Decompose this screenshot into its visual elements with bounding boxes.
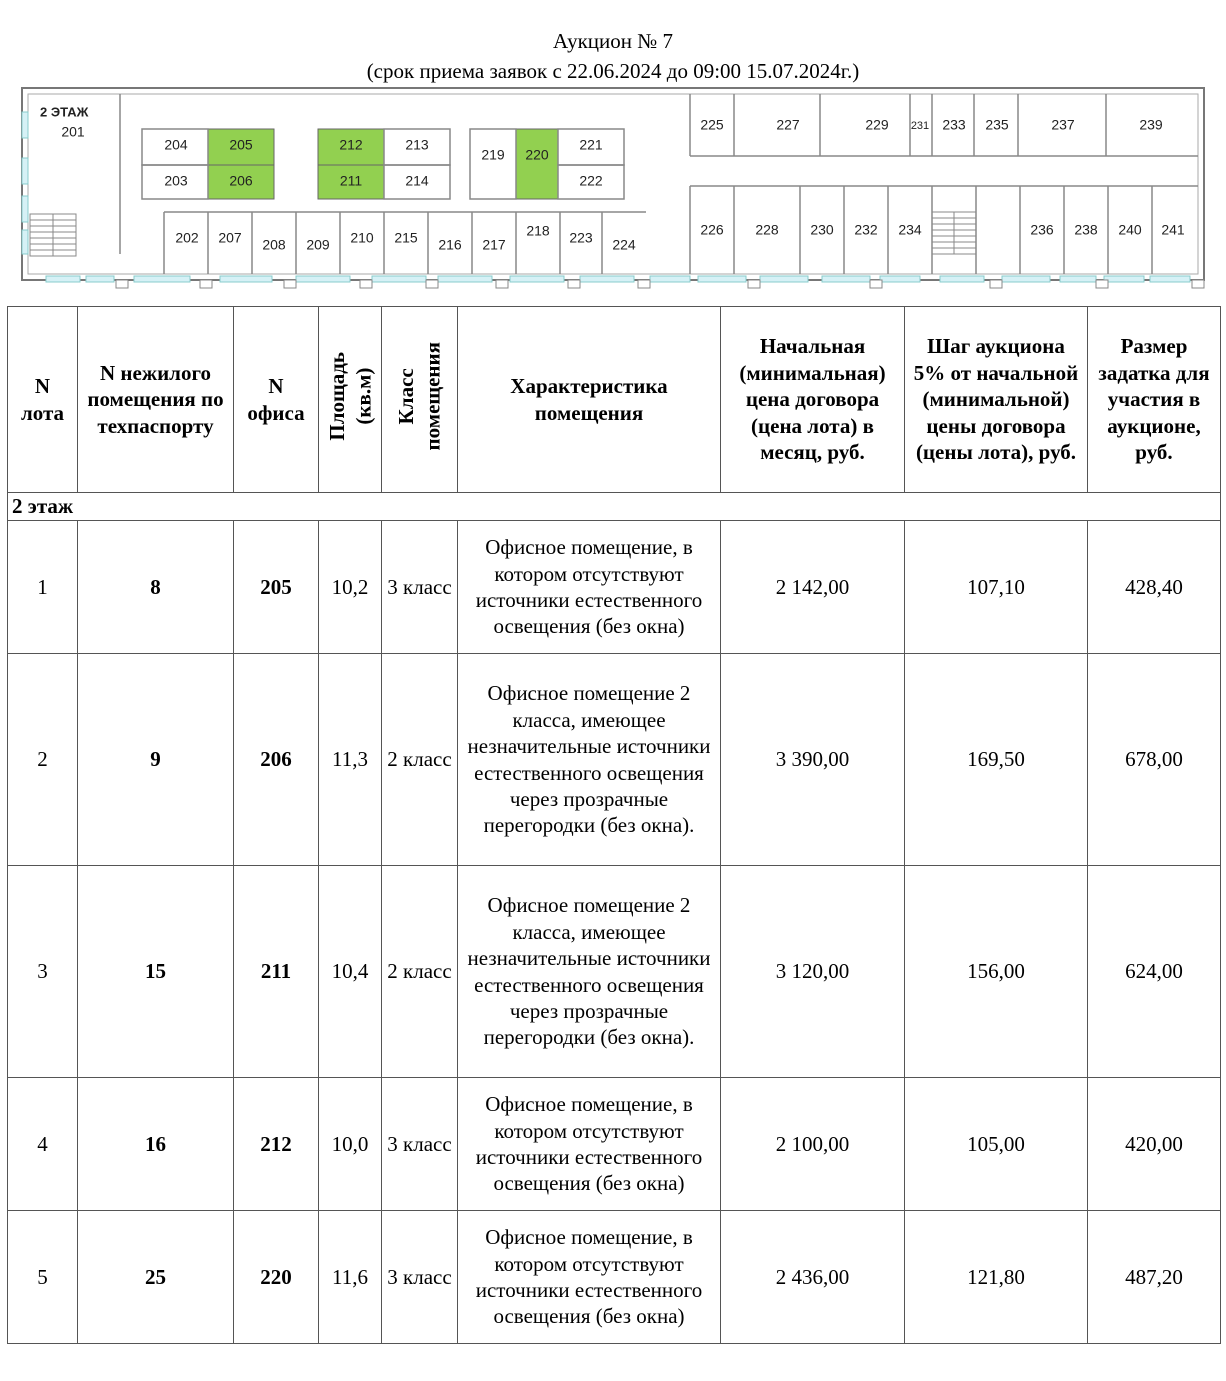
- cell-office: 206: [234, 654, 319, 866]
- page-subtitle: (срок приема заявок с 22.06.2024 до 09:00 15.07.2024г.): [366, 59, 860, 83]
- cell-description: Офисное помещение 2 класса, имеющее незначительные источники естественного освещения через прозрачные перегородки (без окна).: [458, 654, 721, 866]
- table-row: [8, 1078, 1221, 1211]
- room-239-label: 239: [1139, 116, 1163, 133]
- header-step: Шаг аукциона 5% от начальной (минимальной) цены договора (цены лота), руб.: [905, 307, 1088, 493]
- table-row: [8, 654, 1221, 866]
- room-231-label: 231: [910, 119, 930, 132]
- cell-step: 107,10: [905, 521, 1088, 654]
- room-230-label: 230: [810, 221, 834, 238]
- header-office: N офиса: [234, 307, 319, 493]
- cell-tech-no: 8: [78, 521, 234, 654]
- cell-tech-no: 9: [78, 654, 234, 866]
- cell-class: 3 класс: [382, 1211, 458, 1344]
- header-lot: N лота: [8, 307, 78, 493]
- room-221-label: 221: [579, 136, 603, 153]
- cell-office: 211: [234, 866, 319, 1078]
- cell-price: 2 142,00: [721, 521, 905, 654]
- header-tech-no: N нежилого помещения по техпаспорту: [78, 307, 234, 493]
- cell-step: 169,50: [905, 654, 1088, 866]
- room-233-label: 233: [942, 116, 966, 133]
- floor-label: 2 ЭТАЖ: [40, 104, 89, 120]
- room-211-label: 211: [339, 172, 363, 189]
- cell-lot: 2: [8, 654, 78, 866]
- room-236-label: 236: [1030, 221, 1054, 238]
- room-212-label: 212: [339, 136, 363, 153]
- room-216-label: 216: [438, 236, 462, 253]
- room-234-label: 234: [898, 221, 922, 238]
- room-207-label: 207: [218, 229, 242, 246]
- cell-class: 2 класс: [382, 866, 458, 1078]
- room-218-label: 218: [526, 222, 550, 239]
- cell-area: 10,4: [319, 866, 382, 1078]
- cell-lot: 3: [8, 866, 78, 1078]
- room-202-label: 202: [175, 229, 199, 246]
- cell-price: 2 436,00: [721, 1211, 905, 1344]
- room-209-label: 209: [306, 236, 330, 253]
- cell-tech-no: 25: [78, 1211, 234, 1344]
- room-201-label: 201: [61, 123, 85, 140]
- cell-deposit: 487,20: [1088, 1211, 1221, 1344]
- header-area-text: Площадь (кв.м): [324, 352, 375, 441]
- cell-area: 11,6: [319, 1211, 382, 1344]
- room-217-label: 217: [482, 236, 506, 253]
- cell-step: 156,00: [905, 866, 1088, 1078]
- cell-area: 11,3: [319, 654, 382, 866]
- room-229-label: 229: [865, 116, 889, 133]
- room-215-label: 215: [394, 229, 418, 246]
- room-205-label: 205: [229, 136, 253, 153]
- cell-lot: 1: [8, 521, 78, 654]
- room-204-label: 204: [164, 136, 188, 153]
- cell-deposit: 624,00: [1088, 866, 1221, 1078]
- room-237-label: 237: [1051, 116, 1075, 133]
- cell-class: 2 класс: [382, 654, 458, 866]
- section-row: [8, 493, 1221, 521]
- table-row: [8, 1211, 1221, 1344]
- lots-table: [7, 306, 1221, 1344]
- cell-step: 121,80: [905, 1211, 1088, 1344]
- room-206-label: 206: [229, 172, 253, 189]
- cell-price: 3 390,00: [721, 654, 905, 866]
- cell-area: 10,2: [319, 521, 382, 654]
- cell-deposit: 428,40: [1088, 521, 1221, 654]
- cell-description: Офисное помещение 2 класса, имеющее незначительные источники естественного освещения через прозрачные перегородки (без окна).: [458, 866, 721, 1078]
- room-203-label: 203: [164, 172, 188, 189]
- table-header-row: [8, 307, 1221, 493]
- cell-step: 105,00: [905, 1078, 1088, 1211]
- room-223-label: 223: [569, 229, 593, 246]
- room-213-label: 213: [405, 136, 429, 153]
- cell-area: 10,0: [319, 1078, 382, 1211]
- table-row: [8, 866, 1221, 1078]
- section-label: 2 этаж: [8, 493, 1221, 521]
- header-area: [319, 307, 382, 493]
- cell-lot: 5: [8, 1211, 78, 1344]
- room-222-label: 222: [579, 172, 603, 189]
- cell-office: 212: [234, 1078, 319, 1211]
- room-238-label: 238: [1074, 221, 1098, 238]
- header-class: [382, 307, 458, 493]
- table-row: [8, 521, 1221, 654]
- cell-office: 205: [234, 521, 319, 654]
- cell-lot: 4: [8, 1078, 78, 1211]
- cell-tech-no: 15: [78, 866, 234, 1078]
- room-210-label: 210: [350, 229, 374, 246]
- room-240-label: 240: [1118, 221, 1142, 238]
- room-219-label: 219: [481, 146, 505, 163]
- room-232-label: 232: [854, 221, 878, 238]
- cell-description: Офисное помещение, в котором отсутствуют источники естественного освещения (без окна): [458, 1078, 721, 1211]
- room-208-label: 208: [262, 236, 286, 253]
- cell-deposit: 420,00: [1088, 1078, 1221, 1211]
- cell-class: 3 класс: [382, 1078, 458, 1211]
- header-price: Начальная (минимальная) цена договора (цена лота) в месяц, руб.: [721, 307, 905, 493]
- header-deposit: Размер задатка для участия в аукционе, руб.: [1088, 307, 1221, 493]
- cell-description: Офисное помещение, в котором отсутствуют источники естественного освещения (без окна): [458, 1211, 721, 1344]
- room-235-label: 235: [985, 116, 1009, 133]
- cell-deposit: 678,00: [1088, 654, 1221, 866]
- floor-plan: [0, 84, 1226, 298]
- room-228-label: 228: [755, 221, 779, 238]
- header-description: Характеристика помещения: [458, 307, 721, 493]
- room-226-label: 226: [700, 221, 724, 238]
- room-214-label: 214: [405, 172, 429, 189]
- room-225-label: 225: [700, 116, 724, 133]
- cell-price: 2 100,00: [721, 1078, 905, 1211]
- room-220-label: 220: [525, 146, 549, 163]
- cell-price: 3 120,00: [721, 866, 905, 1078]
- cell-office: 220: [234, 1211, 319, 1344]
- page-title: Аукцион № 7: [552, 29, 674, 53]
- header-class-text: Класс помещения: [394, 342, 445, 451]
- room-227-label: 227: [776, 116, 800, 133]
- cell-description: Офисное помещение, в котором отсутствуют источники естественного освещения (без окна): [458, 521, 721, 654]
- cell-class: 3 класс: [382, 521, 458, 654]
- room-224-label: 224: [612, 236, 636, 253]
- cell-tech-no: 16: [78, 1078, 234, 1211]
- room-241-label: 241: [1161, 221, 1185, 238]
